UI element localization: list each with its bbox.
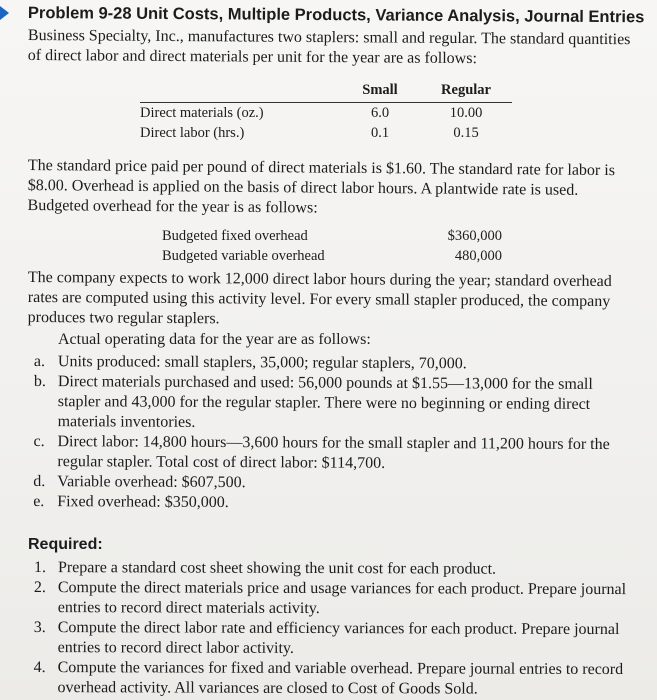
intro-paragraph: Business Specialty, Inc., manufactures two staplers: small and regular. The standard quantities of direct labor and direct materials per unit for the year are as follows: bbox=[27, 26, 631, 68]
list-item bbox=[30, 658, 630, 700]
item-marker: b. bbox=[33, 373, 46, 391]
budget-row bbox=[162, 246, 502, 266]
budget-label: Budgeted fixed overhead bbox=[162, 228, 308, 244]
list-item bbox=[30, 578, 630, 620]
expectation-paragraph: The company expects to work 12,000 direct labor hours during the year; standard overhead rates are computed using this activity level. For every small stapler produced, the company produces two regular staplers. bbox=[27, 268, 612, 328]
problem-marker-icon bbox=[0, 6, 9, 20]
price-paragraph: The standard price paid per pound of direct materials is $1.60. The standard rate for labor is $8.00. Overhead is applied on the basis of direct labor hours. A plantwide rate is used. Budgeted overhead for the year is as follows: bbox=[27, 156, 616, 217]
actual-data-intro: Actual operating data for the year are as follows: bbox=[58, 331, 371, 348]
item-marker: 3. bbox=[33, 619, 46, 637]
item-marker: a. bbox=[33, 353, 46, 371]
table-header-regular: Regular bbox=[420, 82, 512, 103]
item-text: Compute the direct materials price and usage variances for each product. Prepare journal entries to record direct materials activity. bbox=[57, 579, 627, 618]
item-marker: d. bbox=[33, 473, 46, 491]
item-marker: 4. bbox=[33, 659, 46, 677]
item-marker: 1. bbox=[33, 559, 46, 577]
row-label: Direct labor (hrs.) bbox=[140, 125, 245, 141]
regular-value: 10.00 bbox=[449, 105, 483, 121]
small-value: 0.1 bbox=[370, 125, 390, 141]
budget-label: Budgeted variable overhead bbox=[162, 248, 325, 264]
item-text: Direct labor: 14,800 hours—3,600 hours for the small stapler and 11,200 hours for the regular stapler. Total cost of direct labor: $114,700. bbox=[57, 433, 610, 472]
row-label: Direct materials (oz.) bbox=[140, 105, 264, 121]
item-marker: e. bbox=[33, 493, 45, 511]
budget-overhead-list bbox=[162, 226, 502, 266]
table-header-small: Small bbox=[340, 82, 420, 103]
table-row bbox=[140, 103, 512, 124]
item-text: Compute the variances for fixed and variable overhead. Prepare journal entries to record overhead activity. All variances are closed to Cost of Goods Sold. bbox=[57, 659, 624, 698]
budget-row bbox=[162, 226, 502, 246]
list-item bbox=[29, 432, 627, 475]
list-item bbox=[30, 558, 630, 580]
required-heading: Required: bbox=[28, 536, 103, 553]
regular-value: 0.15 bbox=[453, 125, 479, 141]
item-text: Fixed overhead: $350,000. bbox=[57, 493, 229, 512]
small-value: 6.0 bbox=[370, 105, 390, 121]
standards-table bbox=[140, 82, 512, 143]
item-text: Prepare a standard cost sheet showing the unit cost for each product. bbox=[57, 559, 497, 578]
item-text: Direct materials purchased and used: 56,000 pounds at $1.55—13,000 for the small stapler and 43,000 for the regular stapler. There were no beginning or ending direct materials inventories. bbox=[57, 373, 593, 431]
item-text: Variable overhead: $607,500. bbox=[57, 473, 246, 492]
problem-title: Problem 9-28 Unit Costs, Multiple Products, Variance Analysis, Journal Entries bbox=[27, 3, 645, 27]
budget-value: 480,000 bbox=[454, 248, 502, 264]
item-marker: 2. bbox=[33, 579, 46, 597]
table-header-blank bbox=[140, 82, 340, 103]
list-item bbox=[29, 492, 627, 515]
actual-data-list bbox=[29, 352, 628, 515]
item-text: Units produced: small staplers, 35,000; regular staplers, 70,000. bbox=[57, 353, 467, 373]
list-item bbox=[30, 618, 630, 660]
table-row bbox=[140, 123, 512, 143]
required-list bbox=[30, 558, 630, 700]
item-text: Compute the direct labor rate and efficiency variances for each product. Prepare journal entries to record direct labor activity. bbox=[57, 619, 620, 657]
budget-value: $360,000 bbox=[447, 228, 502, 244]
item-marker: c. bbox=[33, 433, 45, 451]
list-item bbox=[30, 372, 628, 435]
